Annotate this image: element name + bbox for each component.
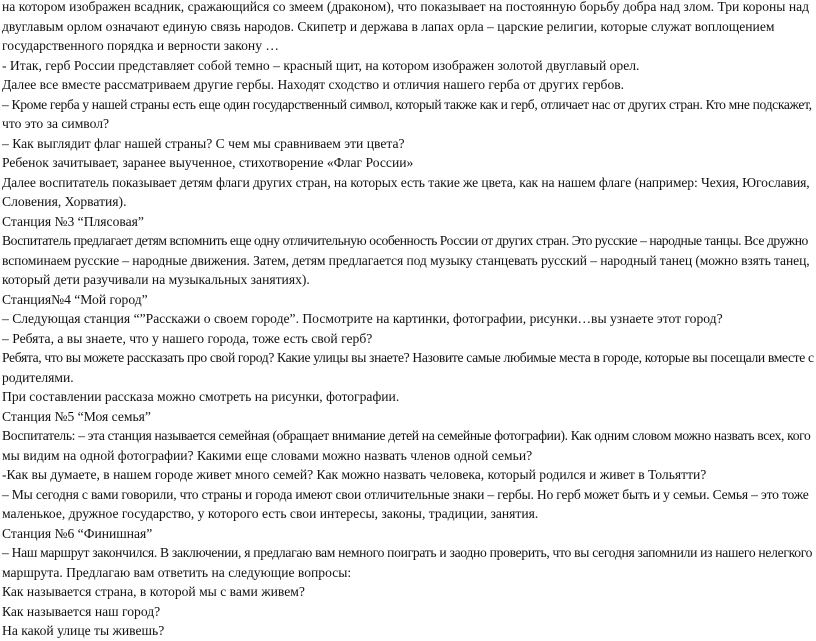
text-line: – Как выглядит флаг нашей страны? С чем мы сравниваем эти цвета? (2, 135, 405, 151)
section-heading: Станция №6 “Финишная” (2, 525, 153, 541)
text-line: на котором изображен всадник, сражающийся со змеем (драконом), что показывает на постоянную борьбу добра над злом. Три короны над (2, 0, 810, 14)
question-line: Как называется наш город? (2, 603, 161, 619)
question-line: Как называется страна, в которой мы с вами живем? (2, 584, 305, 599)
text-line: – Мы сегодня с вами говорили, что страны и города имеют свои отличительные знаки – гербы. Но герб может быть и у семьи. Семья – это тоже (2, 486, 809, 502)
text-line: Ребята, что вы можете рассказать про свой город? Какие улицы вы знаете? Назовите самые любимые места в городе, которые вы посещали вместе с (2, 350, 814, 365)
text-line: Воспитатель предлагает детям вспомнить еще одну отличительную особенность России от других стран. Это русские – народные танцы. Все дружно (2, 233, 808, 248)
text-line: мы видим на одной фотографии? Какими еще словами можно назвать членов одной семьи? (2, 447, 533, 463)
text-line: что это за символ? (2, 116, 110, 131)
text-line: маленькое, дружное государство, у которого есть свои интересы, законы, традиции, занятия. (2, 506, 539, 521)
text-line: -Как вы думаете, в нашем городе живет много семей? Как можно назвать человека, который родился и живет в Тольятти? (2, 467, 707, 482)
section-heading: Станция№4 “Мой город” (2, 291, 148, 307)
text-line: Далее все вместе рассматриваем другие гербы. Находят сходство и отличия нашего герба от других гербов. (2, 77, 625, 92)
text-line: – Наш маршрут закончился. В заключении, я предлагаю вам немного поиграть и заодно проверить, что вы сегодня запомнили из нашего нелегкого (2, 545, 813, 560)
section-heading: Станция №5 “Моя семья” (2, 408, 151, 424)
text-line: который дети разучивали на музыкальных занятиях). (2, 272, 310, 287)
question-line: На какой улице ты живешь? (2, 623, 165, 638)
text-line: двуглавым орлом означают единую связь народов. Скипетр и держава в лапах орла – царские религии, которые служат воплощением (2, 18, 775, 34)
text-line: - Итак, герб России представляет собой темно – красный щит, на котором изображен золотой двуглавый орел. (2, 57, 640, 73)
text-line: государственного порядка и верности закону … (2, 38, 279, 53)
text-line: родителями. (2, 369, 74, 385)
text-line: маршрута. Предлагаю вам ответить на следующие вопросы: (2, 564, 352, 580)
section-heading: Станция №3 “Плясовая” (2, 213, 144, 229)
text-line: – Кроме герба у нашей страны есть еще один государственный символ, который также как и герб, отличает нас от других стран. Кто мне подскажет, (2, 96, 812, 112)
text-line: При составлении рассказа можно смотреть на рисунки, фотографии. (2, 389, 400, 404)
text-line: Далее воспитатель показывает детям флаги других стран, на которых есть такие же цвета, как на нашем флаге (например: Чехия, Югославия, (2, 174, 810, 190)
document-body (2, 0, 814, 641)
text-line: вспоминаем русские – народные движения. Затем, детям предлагается под музыку станцевать русский – народный танец (можно взять танец, (2, 252, 810, 268)
text-line: – Следующая станция “”Расскажи о своем городе”. Посмотрите на картинки, фотографии, рисунки…вы узнаете этот город? (2, 311, 723, 326)
text-line: – Ребята, а вы знаете, что у нашего города, тоже есть свой герб? (2, 330, 373, 346)
text-line: Воспитатель: – эта станция называется семейная (обращает внимание детей на семейные фотографии). Как одним словом можно назвать всех, кого (2, 428, 811, 443)
text-line: Ребенок зачитывает, заранее выученное, стихотворение «Флаг России» (2, 155, 414, 170)
text-line: Словения, Хорватия). (2, 194, 127, 209)
